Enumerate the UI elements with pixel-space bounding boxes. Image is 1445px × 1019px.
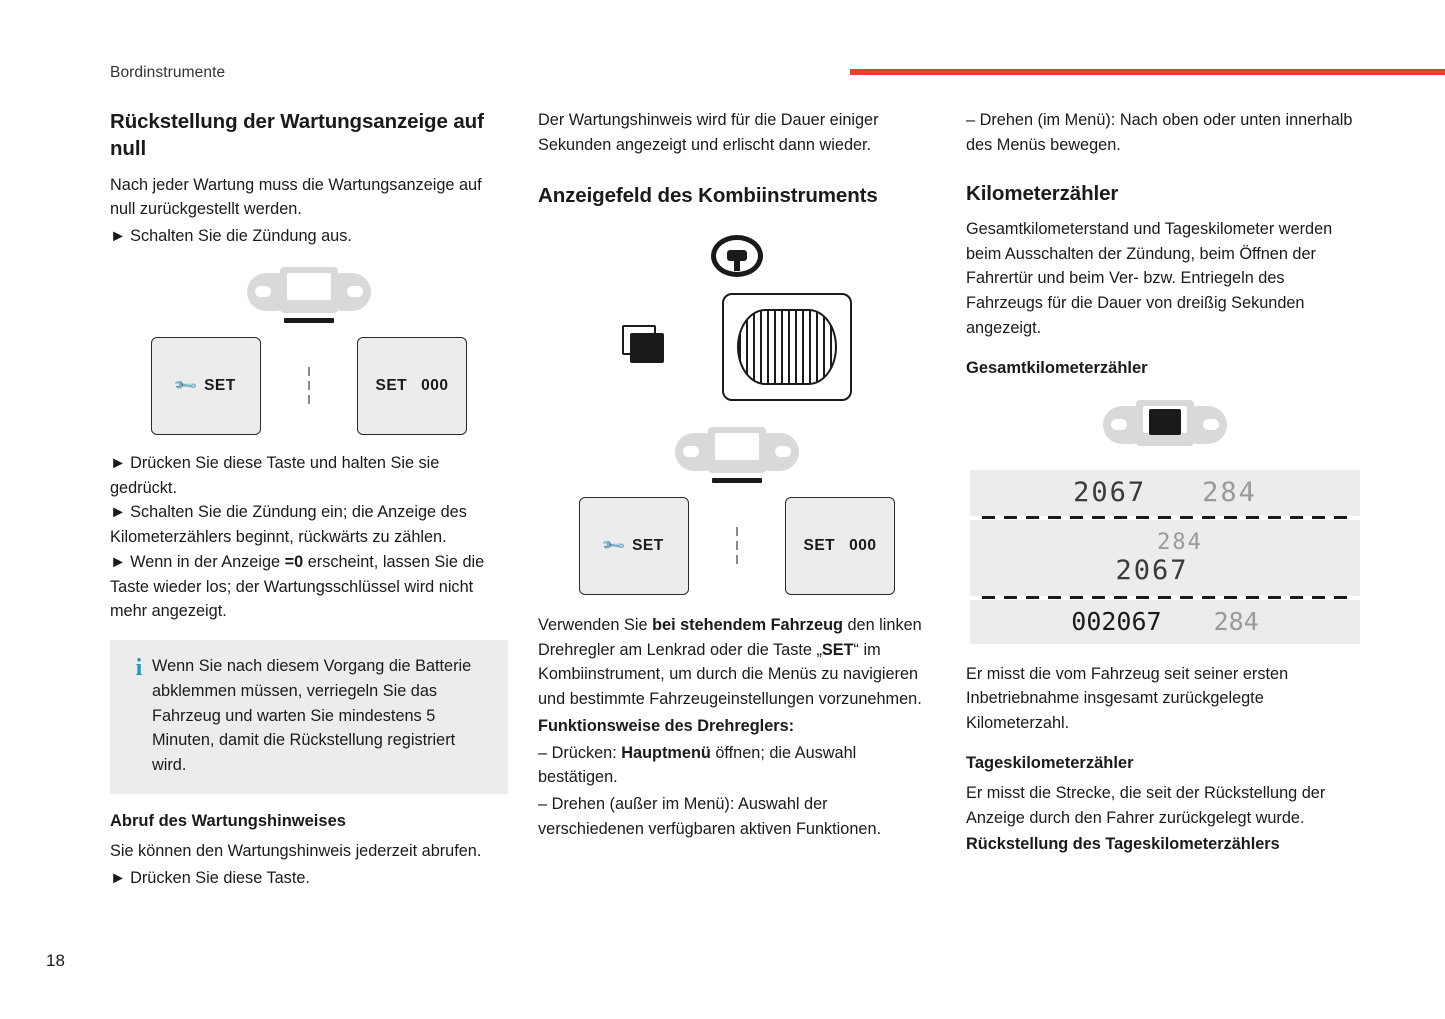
instrument-cluster-icon (1103, 400, 1227, 456)
figure-set-buttons-2 (538, 497, 936, 595)
text-bold-stationary: bei stehendem Fahrzeug (652, 615, 843, 634)
odometer-total-padded: 002067 (1071, 607, 1162, 637)
odometer-total-value: 2067 (1073, 477, 1147, 509)
odometer-trip-value-alt: 284 (1157, 529, 1203, 555)
wrench-icon: 🔧 (173, 372, 200, 399)
paragraph-total-odometer-desc: Er misst die vom Fahrzeug seit seiner ersten Inbetriebnahme insgesamt zurückgelegte Kilometerzahl. (966, 664, 1289, 733)
bullet-press-key (110, 866, 508, 891)
panel-card-front-icon (630, 333, 664, 363)
subheading-rotary-function-text: Funktionsweise des Drehreglers: (538, 716, 795, 735)
page-number: 18 (46, 951, 65, 970)
set-button-right (357, 337, 467, 435)
bullet-text-bold: =0 (284, 552, 304, 571)
dash-press-mainmenu (538, 741, 936, 791)
odometer-total-value-alt: 2067 (1115, 554, 1189, 586)
header-rule (850, 69, 1445, 75)
paragraph-trip-odometer-desc: Er misst die Strecke, die seit der Rückstellung der Anzeige durch den Fahrer zurückgelegt wurde. (966, 783, 1326, 827)
figure-divider (689, 497, 785, 595)
cluster-highlight-icon (1149, 409, 1181, 435)
figure-set-buttons-1 (110, 337, 508, 435)
figure-display-panel (622, 293, 852, 401)
section-heading-reset-service: Rückstellung der Wartungsanzeige auf null (110, 110, 484, 161)
arrow-marker: ► (110, 503, 127, 522)
paragraph-odometer-intro: Gesamtkilometerstand und Tageskilometer werden beim Ausschalten der Zündung, beim Öffnen der Fahrertür und beim Ver- bzw. Entriegeln des Fahrzeugs für die Dauer von dreißig Sekunden angezeigt. (966, 219, 1333, 337)
header-title: Bordinstrumente (110, 64, 226, 81)
panel-screen-icon (722, 293, 852, 401)
bullet-text: Drücken Sie diese Taste. (130, 868, 310, 887)
instrument-cluster-icon (675, 427, 799, 483)
figure-divider (261, 337, 357, 435)
bullet-text: Schalten Sie die Zündung ein; die Anzeige des Kilometerzählers beginnt, rückwärts zu zählen. (110, 503, 467, 547)
set-button-right-label: SET (375, 376, 408, 394)
section-heading-display-field: Anzeigefeld des Kombiinstruments (538, 183, 878, 207)
column-one (110, 108, 508, 891)
text-part-a: Verwenden Sie (538, 615, 653, 634)
info-note-box (110, 640, 508, 794)
info-note-text: Wenn Sie nach diesem Vorgang die Batterie abklemmen müssen, verriegeln Sie das Fahrzeug und warten Sie mindestens 5 Minuten, damit die Rückstellung registriert wird. (152, 657, 472, 775)
set-button-right-label: SET (803, 536, 836, 554)
dash-turn-outside-menu (538, 792, 936, 842)
subheading-total-odometer: Gesamtkilometerzähler (966, 358, 1148, 377)
set-button-left-label: SET (632, 536, 664, 554)
content-columns (110, 108, 1390, 891)
odometer-row-3 (970, 600, 1360, 644)
dash-marker: – (538, 743, 552, 762)
page-header (110, 58, 1445, 88)
subheading-rotary-function (538, 714, 936, 739)
bullet-text: Drücken Sie diese Taste und halten Sie sie gedrückt. (110, 453, 440, 497)
odometer-divider (982, 516, 1348, 519)
paragraph-reset-intro: Nach jeder Wartung muss die Wartungsanzeige auf null zurückgestellt werden. (110, 175, 482, 219)
cluster-screen-icon (708, 427, 766, 473)
odometer-trip-padded: 284 (1213, 607, 1259, 637)
subheading-trip-odometer: Tageskilometerzähler (966, 753, 1134, 772)
arrow-marker: ► (110, 868, 127, 887)
column-two (538, 108, 936, 891)
paragraph-service-display-duration: Der Wartungshinweis wird für die Dauer einiger Sekunden angezeigt und erlischt dann wieder. (538, 111, 879, 154)
subheading-trip-reset (966, 832, 1364, 857)
subheading-service-recall: Abruf des Wartungshinweises (110, 811, 346, 830)
set-button-left (151, 337, 261, 435)
bullet-text-post: erscheint, lassen Sie die Taste wieder los; der Wartungsschlüssel wird nicht mehr angezeigt. (110, 552, 485, 621)
dash-text: Drehen (im Menü): Nach oben oder unten innerhalb des Menüs bewegen. (966, 111, 1353, 154)
info-icon: i (135, 655, 143, 682)
dash-text-a: Drücken: (551, 743, 622, 762)
subheading-trip-reset-text: Rückstellung des Tageskilometerzählers (966, 835, 1280, 854)
odometer-trip-value: 284 (1202, 477, 1257, 509)
steering-wheel-icon (711, 233, 763, 279)
set-button-right-value: 000 (421, 376, 449, 394)
cluster-bar-icon (712, 478, 762, 483)
text-part-c: “ im Kombiinstrument, um durch die Menüs zu navigieren und bestimmte Fahrzeugeinstellungen vorzunehmen. (538, 640, 922, 709)
figure-cluster-icon-1 (110, 267, 508, 323)
instrument-cluster-icon (247, 267, 371, 323)
odometer-divider (982, 596, 1348, 599)
bullet-text: Schalten Sie die Zündung aus. (130, 227, 352, 246)
set-button-right-value: 000 (849, 536, 877, 554)
bullet-release-key (110, 550, 508, 624)
arrow-marker: ► (110, 552, 127, 571)
bullet-ignition-on (110, 500, 508, 550)
text-bold-set: SET (821, 640, 854, 659)
set-button-left (579, 497, 689, 595)
cluster-bar-icon (284, 318, 334, 323)
dash-marker: – (538, 795, 552, 814)
text-part-b: den linken Drehregler am Lenkrad oder die Taste „ (538, 615, 922, 659)
odometer-row-1 (970, 470, 1360, 516)
figure-cluster-icon-3 (966, 400, 1364, 456)
bullet-text-pre: Wenn in der Anzeige (130, 552, 285, 571)
bullet-press-hold (110, 451, 508, 501)
paragraph-use-rotary (538, 613, 936, 712)
wrench-icon: 🔧 (601, 532, 628, 559)
section-heading-odometer: Kilometerzähler (966, 181, 1119, 205)
figure-cluster-icon-2 (538, 427, 936, 483)
dash-text-bold: Hauptmenü (621, 743, 711, 762)
arrow-marker: ► (110, 227, 127, 246)
column-three (966, 108, 1364, 891)
set-button-left-label: SET (204, 376, 236, 394)
dash-text-b: öffnen; die Auswahl bestätigen. (538, 743, 857, 787)
dash-marker: – (966, 111, 980, 129)
odometer-display (970, 470, 1360, 644)
dash-text: Drehen (außer im Menü): Auswahl der verschiedenen verfügbaren aktiven Funktionen. (538, 795, 882, 838)
cluster-screen-icon (280, 267, 338, 313)
figure-steering-wheel (538, 233, 936, 279)
odometer-row-2 (970, 520, 1360, 596)
arrow-marker: ► (110, 453, 127, 472)
bullet-ignition-off (110, 224, 508, 249)
dash-turn-in-menu (966, 108, 1364, 158)
set-button-right (785, 497, 895, 595)
paragraph-service-recall: Sie können den Wartungshinweis jederzeit abrufen. (110, 841, 482, 860)
